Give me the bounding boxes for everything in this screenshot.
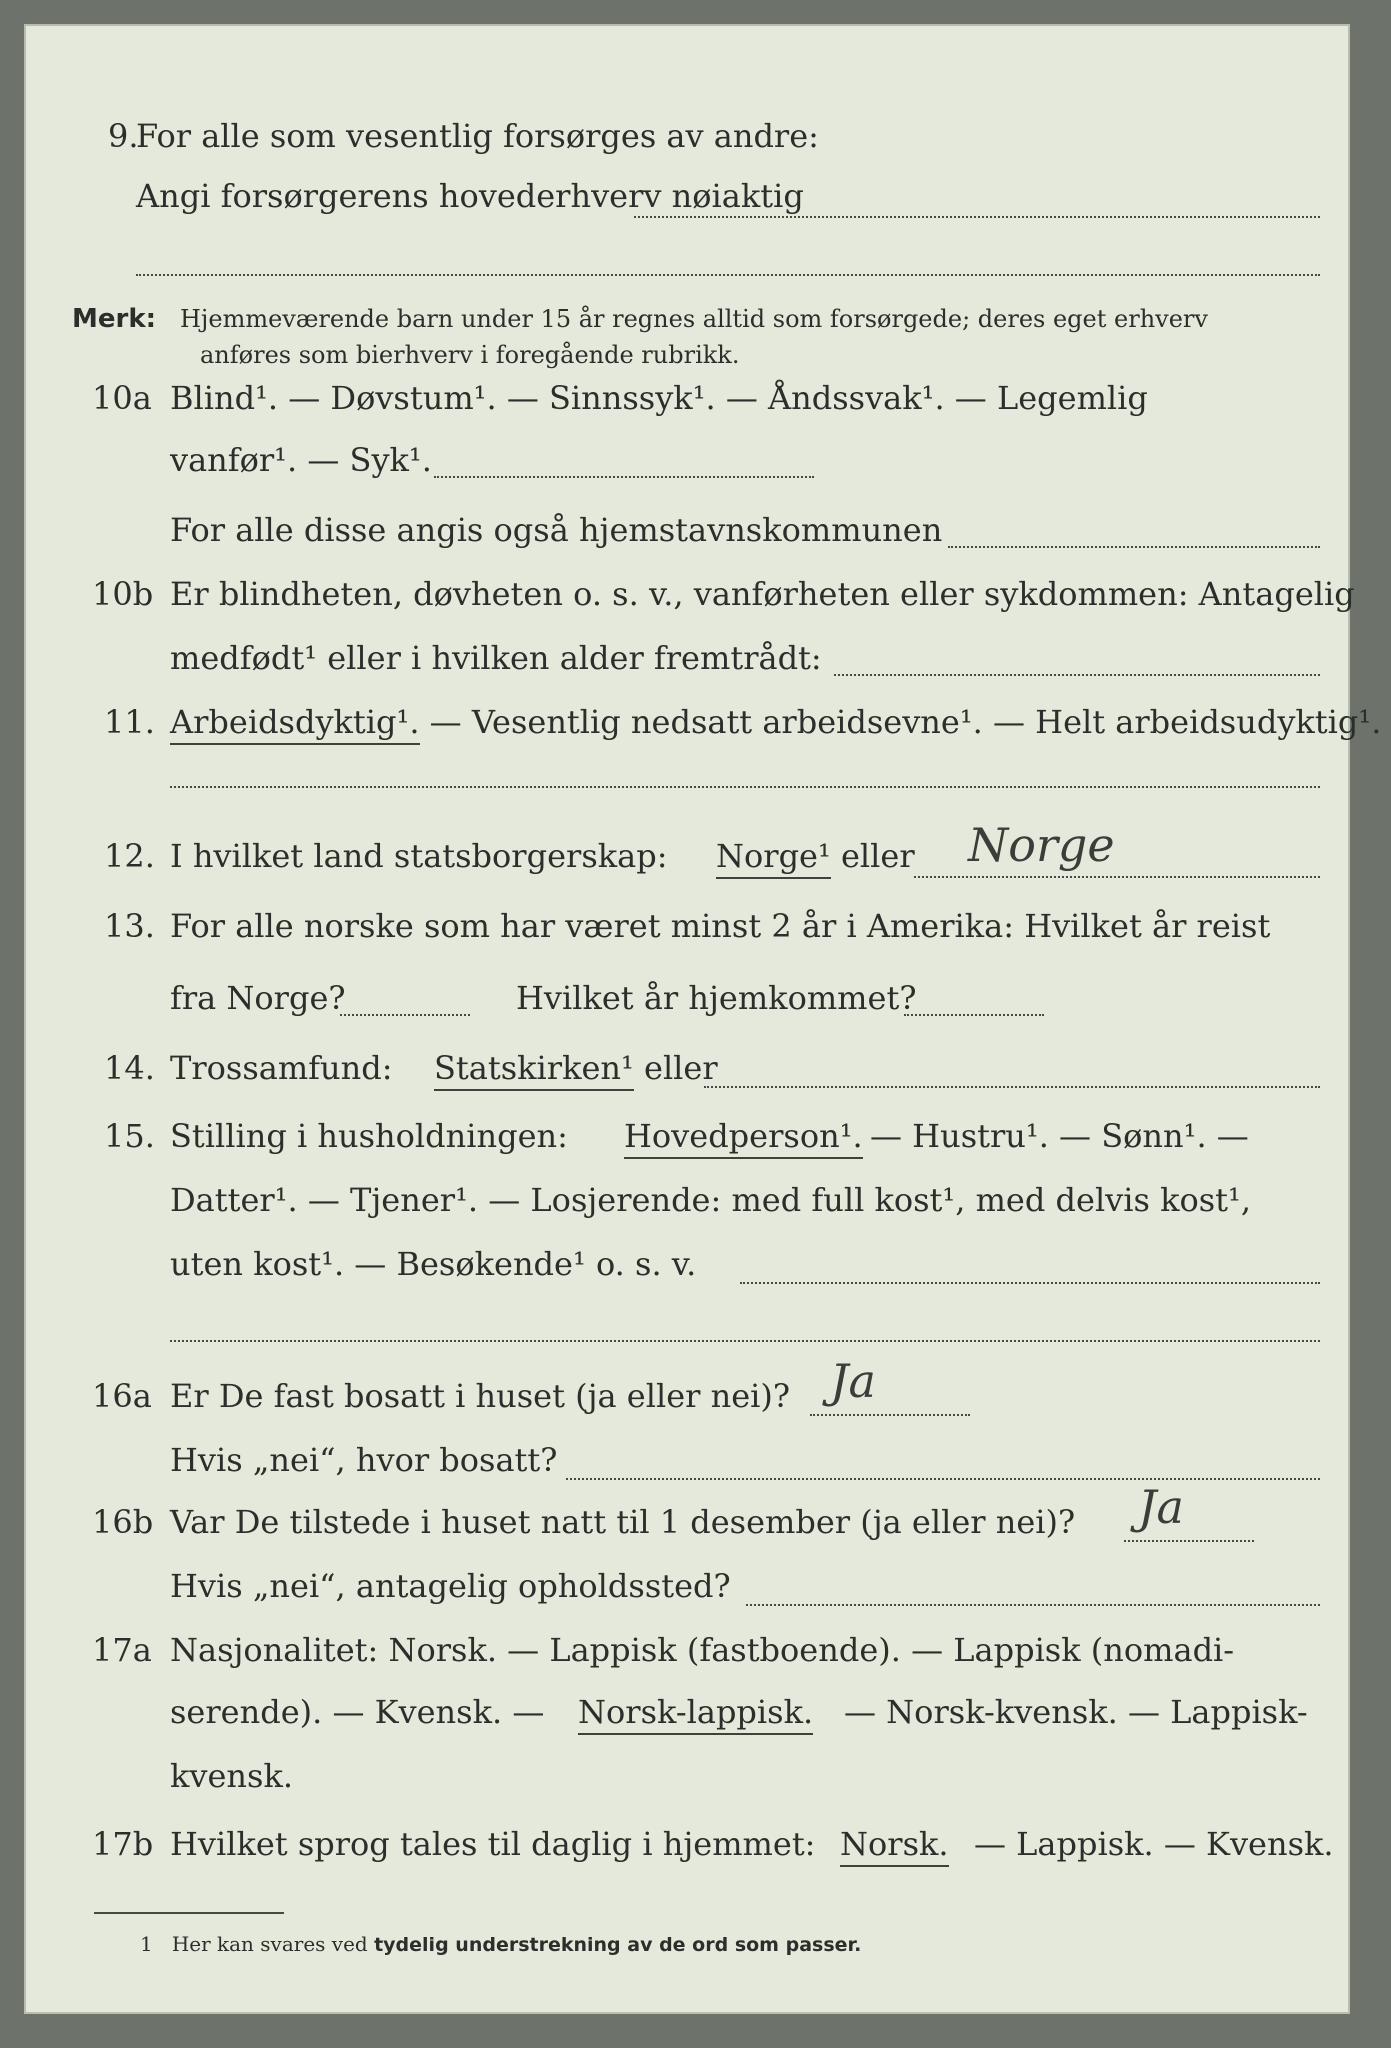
q11-answer-field[interactable] <box>170 786 1320 788</box>
q17a-line2b: — Norsk-kvensk. — Lappisk- <box>844 1693 1308 1731</box>
q16a-line2: Hvis „nei“, hvor bosatt? <box>170 1441 558 1479</box>
merk-label-text: Merk: <box>72 304 157 334</box>
q16a-line1: Er De fast bosatt i huset (ja eller nei)? <box>170 1377 791 1415</box>
merk-label <box>72 300 156 338</box>
q9-answer-field-2[interactable] <box>136 274 1320 276</box>
q12-number: 12. <box>104 837 155 875</box>
q14-answer-field[interactable] <box>704 1086 1320 1088</box>
q17b-tail: — Lappisk. — Kvensk. <box>974 1825 1334 1863</box>
q15-option-hovedperson-text[interactable]: Hovedperson¹. <box>624 1117 863 1159</box>
q15-line3: uten kost¹. — Besøkende¹ o. s. v. <box>170 1245 697 1283</box>
q13-line2a: fra Norge? <box>170 979 346 1017</box>
footnote-bold: tydelig understrekning av de ord som passer. <box>374 1934 862 1956</box>
q16b-number: 16b <box>92 1503 154 1541</box>
q16b-answer-field[interactable] <box>1124 1540 1254 1542</box>
q15-answer-field-2[interactable] <box>170 1340 1320 1342</box>
q15-option-hovedperson <box>624 1114 863 1158</box>
census-form-page <box>24 24 1382 2014</box>
q14-option-statskirken[interactable]: Statskirken¹ <box>434 1049 634 1091</box>
q15-answer-field-1[interactable] <box>740 1282 1320 1284</box>
q17b-number: 17b <box>92 1825 154 1863</box>
q14-tail: eller <box>644 1049 718 1087</box>
q15-line2: Datter¹. — Tjener¹. — Losjerende: med full kost¹, med delvis kost¹, <box>170 1181 1252 1219</box>
q12-text: I hvilket land statsborgerskap: <box>170 837 668 875</box>
q13-line2b: Hvilket år hjemkommet? <box>516 979 917 1017</box>
q10b-number: 10b <box>92 575 154 613</box>
q10a-answer-field-1[interactable] <box>434 476 814 478</box>
q16b-handwritten-answer: Ja <box>1138 1480 1184 1534</box>
q10b-line1: Er blindheten, døvheten o. s. v., vanførheten eller sykdommen: Antagelig <box>170 575 1355 613</box>
q10a-line1: Blind¹. — Døvstum¹. — Sinnssyk¹. — Åndssvak¹. — Legemlig <box>170 379 1148 417</box>
q11-option-arbeidsdyktig[interactable]: Arbeidsdyktig¹. <box>170 703 420 745</box>
q12-answer-field[interactable] <box>914 876 1320 878</box>
q13-line1: For alle norske som har været minst 2 år i Amerika: Hvilket år reist <box>170 907 1271 945</box>
q17a-option-norsk-lappisk-text[interactable]: Norsk-lappisk. <box>578 1693 813 1735</box>
q10b-answer-field[interactable] <box>834 674 1320 676</box>
q12-option-wrap <box>716 834 915 878</box>
q12-handwritten-answer: Norge <box>968 818 1115 872</box>
q15-line1b: — Hustru¹. — Sønn¹. — <box>870 1117 1249 1155</box>
merk-line1: Hjemmeværende barn under 15 år regnes alltid som forsørgede; deres eget erhverv <box>180 305 1208 333</box>
q9-number: 9. <box>108 117 139 155</box>
q16a-answer-field[interactable] <box>810 1414 970 1416</box>
q13-number: 13. <box>104 907 155 945</box>
q17b-option-norsk <box>840 1822 949 1866</box>
q14-text: Trossamfund: <box>170 1049 393 1087</box>
q17b-text: Hvilket sprog tales til daglig i hjemmet: <box>170 1825 816 1863</box>
footnote-rule <box>94 1912 284 1914</box>
merk-line2: anføres som bierhverv i foregående rubrikk. <box>200 341 740 369</box>
q16a-where-field[interactable] <box>566 1478 1320 1480</box>
q12-option-norge[interactable]: Norge¹ <box>716 837 831 879</box>
q13-year-home-field[interactable] <box>904 1014 1044 1016</box>
q17a-option-norsk-lappisk <box>578 1690 813 1734</box>
q9-line2: Angi forsørgerens hovederhverv nøiaktig <box>136 177 804 215</box>
q17a-line3: kvensk. <box>170 1757 293 1795</box>
q16b-line2: Hvis „nei“, antagelig opholdssted? <box>170 1567 731 1605</box>
q10a-line3: For alle disse angis også hjemstavnskommunen <box>170 511 943 549</box>
q11-rest: — Vesentlig nedsatt arbeidsevne¹. — Helt arbeidsudyktig¹. <box>419 703 1382 741</box>
q17a-line2a: serende). — Kvensk. — <box>170 1693 545 1731</box>
footnote-pre: Her kan svares ved <box>171 1932 368 1956</box>
q13-year-left-field[interactable] <box>340 1014 470 1016</box>
q17b-option-norsk-text[interactable]: Norsk. <box>840 1825 949 1867</box>
q10a-number: 10a <box>92 379 152 417</box>
q16a-number: 16a <box>92 1377 152 1415</box>
q16b-where-field[interactable] <box>746 1604 1320 1606</box>
q10b-line2: medfødt¹ eller i hvilken alder fremtrådt: <box>170 639 822 677</box>
q12-tail: eller <box>840 837 915 875</box>
footnote-mark: 1 <box>140 1932 153 1956</box>
q16a-handwritten-answer: Ja <box>830 1354 876 1408</box>
q10a-line2: vanfør¹. — Syk¹. <box>170 441 432 479</box>
q14-option-wrap <box>434 1046 718 1090</box>
q10a-answer-field-2[interactable] <box>948 546 1320 548</box>
q15-line1a: Stilling i husholdningen: <box>170 1117 568 1155</box>
q11-number: 11. <box>104 703 155 741</box>
q14-number: 14. <box>104 1049 155 1087</box>
q16b-line1: Var De tilstede i huset natt til 1 desember (ja eller nei)? <box>170 1503 1076 1541</box>
footnote <box>140 1922 861 1967</box>
q15-number: 15. <box>104 1117 155 1155</box>
q9-line1: For alle som vesentlig forsørges av andre: <box>136 117 819 155</box>
q17a-number: 17a <box>92 1631 152 1669</box>
q9-answer-field-1[interactable] <box>634 216 1320 218</box>
q11-line <box>170 700 1381 744</box>
q17a-line1: Nasjonalitet: Norsk. — Lappisk (fastboende). — Lappisk (nomadi- <box>170 1631 1235 1669</box>
